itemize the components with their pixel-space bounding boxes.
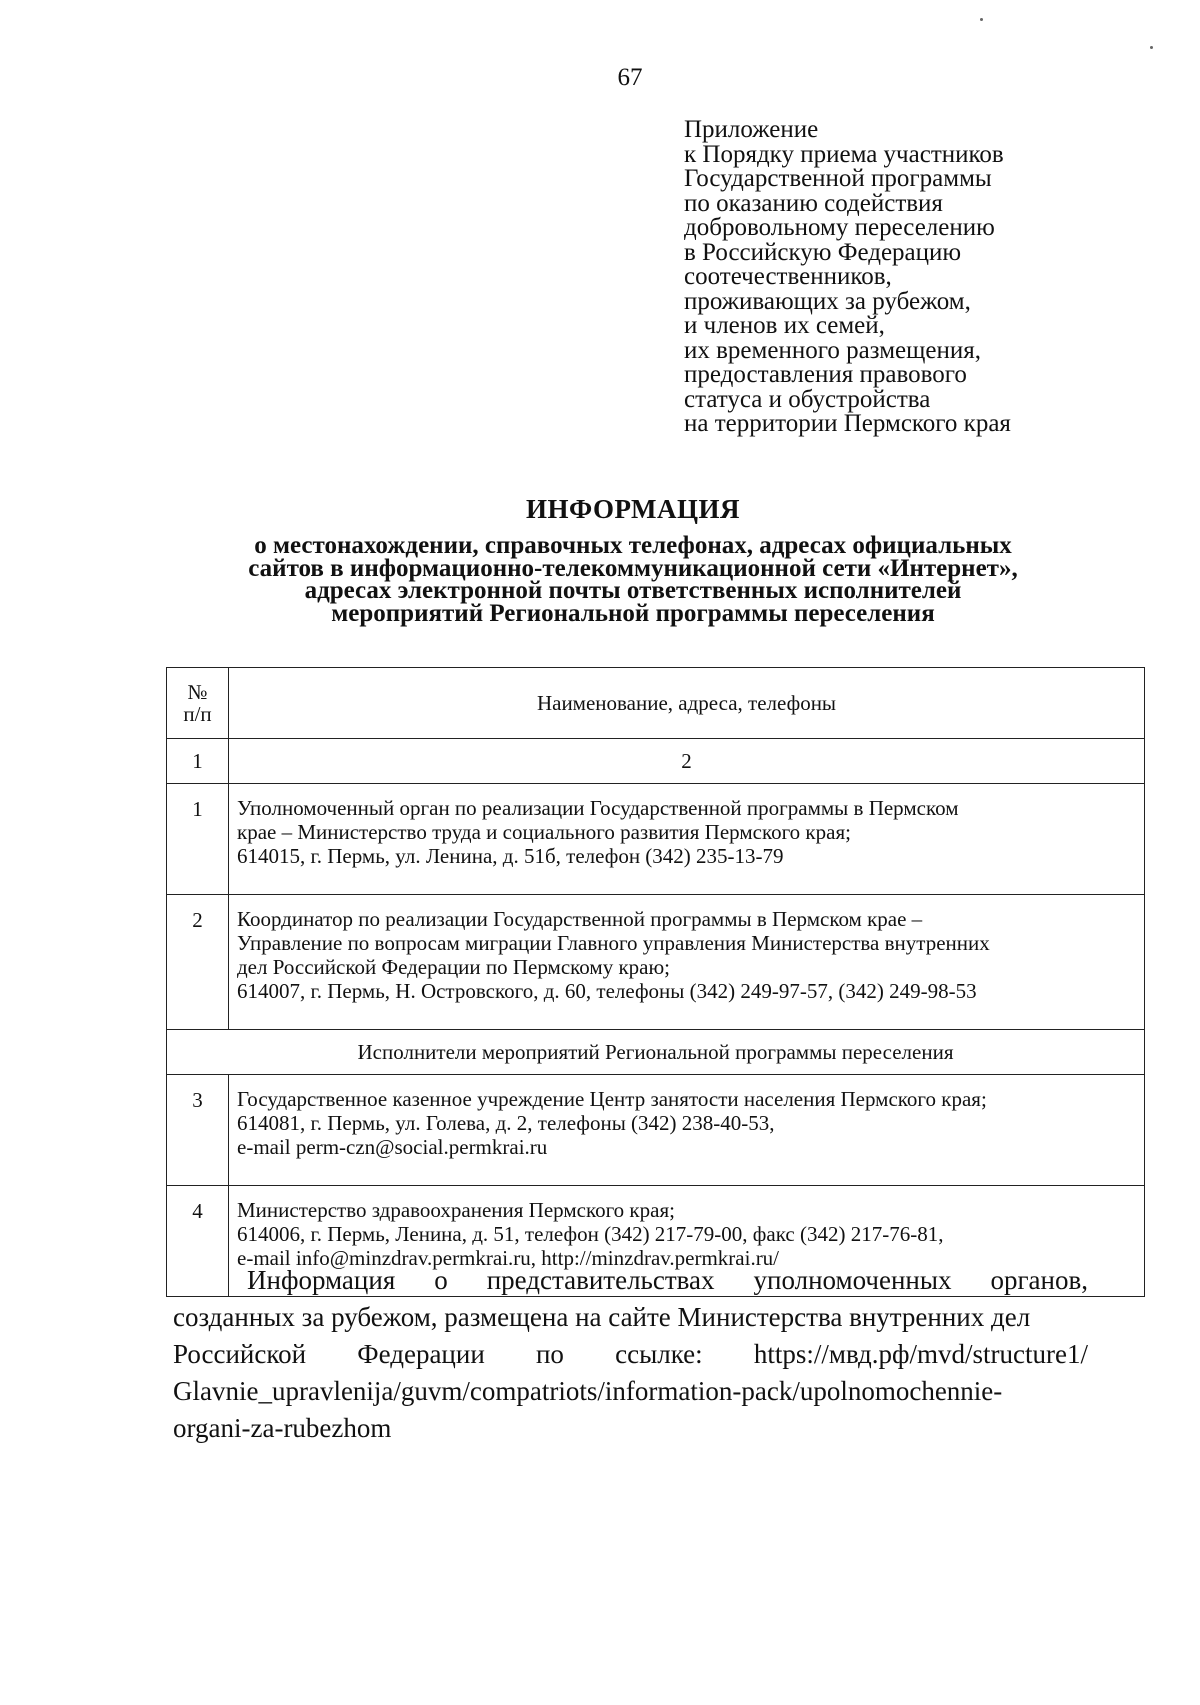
- row-line: 614006, г. Пермь, Ленина, д. 51, телефон (342) 217-79-00, факс (342) 217-76-81,: [237, 1222, 944, 1246]
- appendix-line: проживающих за рубежом,: [684, 287, 971, 315]
- row-line: 614015, г. Пермь, ул. Ленина, д. 51б, телефон (342) 235-13-79: [237, 844, 784, 868]
- appendix-line: к Порядку приема участников: [684, 140, 1004, 168]
- closing-paragraph: [173, 1262, 1088, 1447]
- appendix-line: в Российскую Федерацию: [684, 238, 962, 266]
- row-line: e-mail perm-czn@social.permkrai.ru: [237, 1135, 548, 1159]
- row-text: [229, 1075, 1145, 1186]
- appendix-line: статуса и обустройства: [684, 385, 931, 413]
- header-name-cell: Наименование, адреса, телефоны: [229, 668, 1145, 739]
- row-number: 1: [167, 784, 229, 895]
- scan-dust-mark: [980, 18, 983, 21]
- subtitle-line: адресах электронной почты ответственных исполнителей: [304, 577, 962, 604]
- scan-dust-mark: [1150, 46, 1153, 49]
- page-number: 67: [617, 64, 643, 91]
- column-numbers-row: [167, 739, 1145, 784]
- document-subtitle: [0, 532, 1200, 627]
- row-line: Управление по вопросам миграции Главного управления Министерства внутренних: [237, 931, 990, 955]
- closing-word: уполномоченных: [753, 1265, 952, 1295]
- subtitle-line: о местонахождении, справочных телефонах, адресах официальных: [254, 532, 1012, 559]
- row-number: 4: [167, 1186, 229, 1297]
- closing-word: Федерации: [357, 1339, 485, 1369]
- table-section-row: [167, 1030, 1145, 1075]
- closing-word: ссылке:: [615, 1339, 703, 1369]
- row-text: [229, 895, 1145, 1030]
- closing-line-4: Glavnie_upravlenija/guvm/compatriots/information-pack/upolnomochennie-: [173, 1376, 1003, 1406]
- row-line: дел Российской Федерации по Пермскому краю;: [237, 955, 670, 979]
- row-line: Государственное казенное учреждение Центр занятости населения Пермского края;: [237, 1087, 987, 1111]
- closing-line-2: созданных за рубежом, размещена на сайте Министерства внутренних дел: [173, 1302, 1031, 1332]
- appendix-line: соотечественников,: [684, 263, 892, 290]
- appendix-line: и членов их семей,: [684, 312, 885, 339]
- row-line: e-mail info@minzdrav.permkrai.ru, http://minzdrav.permkrai.ru/: [237, 1246, 780, 1270]
- subtitle-line: сайтов в информационно-телекоммуникационной сети «Интернет»,: [248, 554, 1018, 582]
- document-title: ИНФОРМАЦИЯ: [526, 494, 740, 524]
- row-text: [229, 784, 1145, 895]
- closing-word: по: [535, 1339, 564, 1369]
- appendix-line: по оказанию содействия: [684, 189, 943, 217]
- table-row: [167, 784, 1145, 895]
- closing-line-1: [247, 1262, 1088, 1299]
- header-number-abbr: п/п: [183, 702, 212, 726]
- contacts-table: [166, 667, 1145, 1297]
- appendix-line: добровольному переселению: [684, 214, 995, 241]
- row-number: 2: [167, 895, 229, 1030]
- closing-word: о: [434, 1265, 448, 1295]
- row-line: Координатор по реализации Государственной программы в Пермском крае –: [237, 907, 923, 931]
- section-title: Исполнители мероприятий Региональной программы переселения: [167, 1030, 1145, 1075]
- row-line: 614007, г. Пермь, Н. Островского, д. 60, телефоны (342) 249-97-57, (342) 249-98-53: [237, 979, 977, 1003]
- table-header-row: [167, 668, 1145, 739]
- closing-line-3: [173, 1336, 1088, 1373]
- appendix-line: предоставления правового: [684, 361, 967, 388]
- closing-word: Российской: [173, 1339, 307, 1369]
- header-number-symbol: №: [187, 680, 208, 704]
- closing-line-5: organi-za-rubezhom: [173, 1413, 392, 1443]
- row-line: Уполномоченный орган по реализации Государственной программы в Пермском: [237, 796, 959, 820]
- appendix-line: их временного размещения,: [684, 336, 981, 364]
- table-row: [167, 1075, 1145, 1186]
- closing-link-part: https://мвд.рф/mvd/structure1/: [753, 1339, 1088, 1369]
- closing-word: Информация: [247, 1265, 396, 1295]
- appendix-line: на территории Пермского края: [684, 410, 1011, 437]
- row-line: 614081, г. Пермь, ул. Голева, д. 2, телефоны (342) 238-40-53,: [237, 1111, 775, 1135]
- column-number-2: 2: [229, 739, 1145, 784]
- column-number-1: 1: [167, 739, 229, 784]
- row-number: 3: [167, 1075, 229, 1186]
- appendix-line: Государственной программы: [684, 165, 992, 192]
- appendix-note: [684, 118, 1144, 437]
- header-number-cell: [167, 668, 229, 739]
- table-row: [167, 895, 1145, 1030]
- row-line: крае – Министерство труда и социального развития Пермского края;: [237, 820, 851, 844]
- row-line: Министерство здравоохранения Пермского края;: [237, 1198, 675, 1222]
- subtitle-line: мероприятий Региональной программы переселения: [331, 599, 935, 627]
- closing-word: органов,: [990, 1265, 1088, 1295]
- appendix-line: Приложение: [684, 116, 819, 143]
- closing-word: представительствах: [486, 1265, 715, 1295]
